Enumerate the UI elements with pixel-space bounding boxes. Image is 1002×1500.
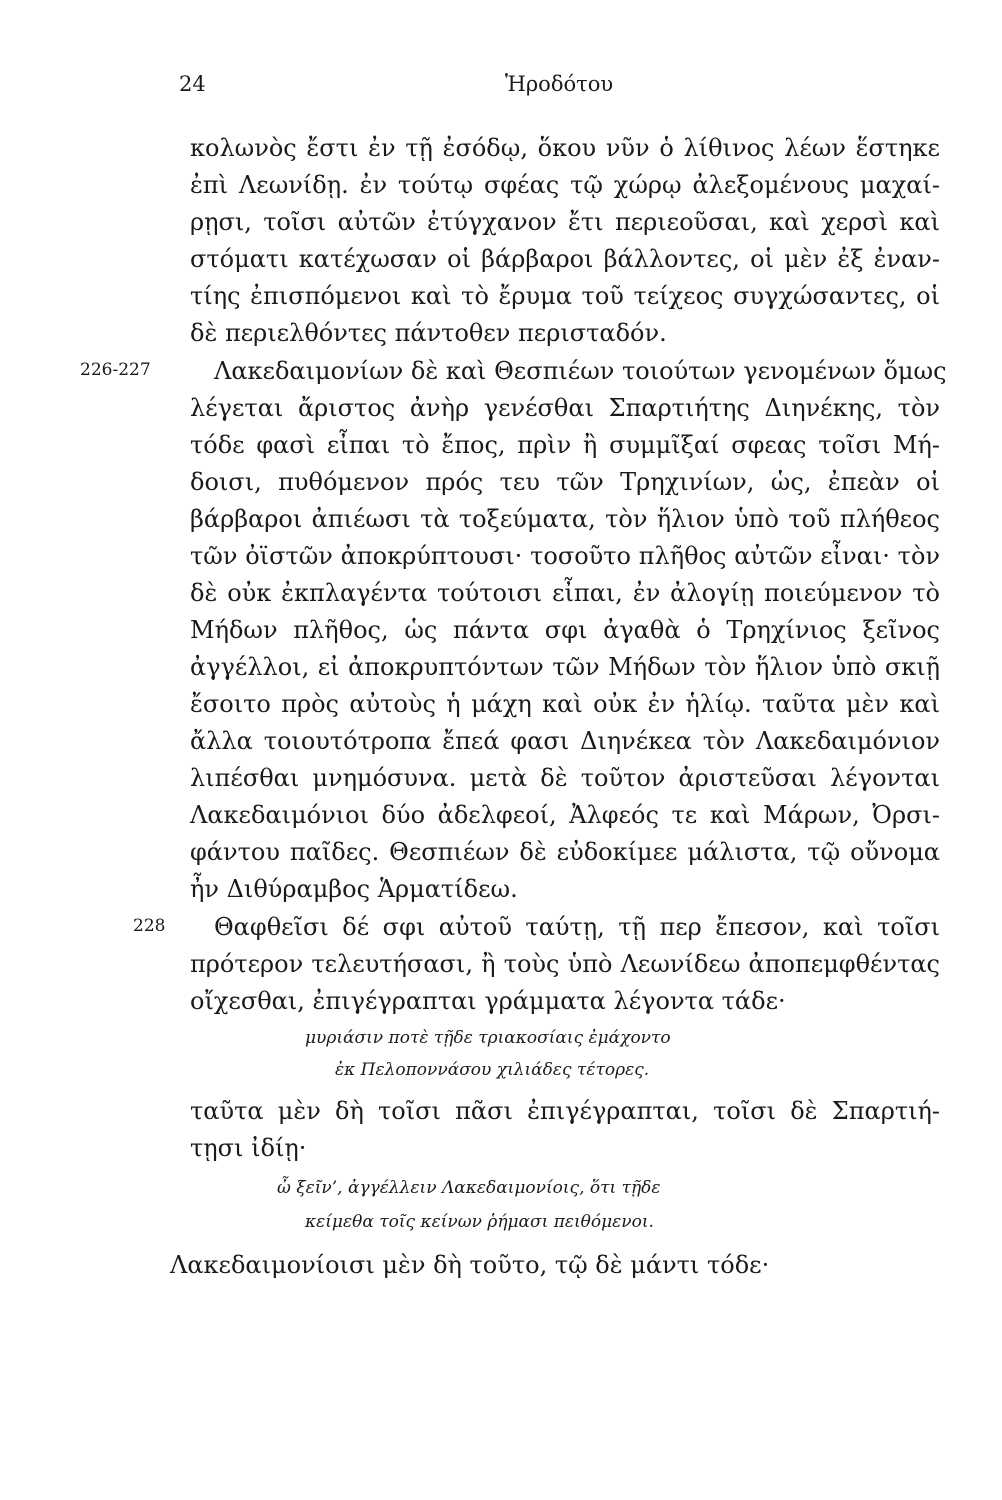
text-line: τόδε φασὶ εἶπαι τὸ ἔπος, πρὶν ἢ συμμῖξαί σφεας τοῖσι Μή- — [190, 431, 940, 459]
text-line: λιπέσθαι μνημόσυνα. μετὰ δὲ τοῦτον ἀριστεῦσαι λέγονται — [190, 764, 940, 792]
text-line: Λακεδαιμονίων δὲ καὶ Θεσπιέων τοιούτων γενομένων ὅμως — [214, 357, 947, 385]
verse-line: μυριάσιν ποτὲ τῇδε τριακοσίαις ἐμάχοντο — [305, 1028, 671, 1048]
text-line: Θαφθεῖσι δέ σφι αὐτοῦ ταύτῃ, τῇ περ ἔπεσον, καὶ τοῖσι — [214, 913, 940, 941]
text-line: δοισι, πυθόμενον πρός τευ τῶν Τρηχινίων, ὡς, ἐπεὰν οἱ — [190, 468, 940, 496]
text-line: στόματι κατέχωσαν οἱ βάρβαροι βάλλοντες, οἱ μὲν ἐξ ἐναν- — [190, 245, 940, 273]
text-line: ἄλλα τοιουτότροπα ἔπεά φασι Διηνέκεα τὸν Λακεδαιμόνιον — [190, 727, 940, 755]
text-line: ρῃσι, τοῖσι αὐτῶν ἐτύγχανον ἔτι περιεοῦσαι, καὶ χερσὶ καὶ — [190, 208, 940, 236]
margin-chapter-number: 228 — [133, 916, 166, 936]
text-line: δὲ περιελθόντες πάντοθεν περισταδόν. — [190, 319, 667, 347]
text-line: δὲ οὐκ ἐκπλαγέντα τούτοισι εἶπαι, ἐν ἀλογίῃ ποιεύμενον τὸ — [190, 579, 940, 607]
margin-chapter-number: 226-227 — [80, 360, 151, 380]
text-line: τίης ἐπισπόμενοι καὶ τὸ ἔρυμα τοῦ τείχεος συγχώσαντες, οἱ — [190, 282, 940, 310]
text-line: ἦν Διθύραμβος Ἁρματίδεω. — [190, 875, 518, 903]
text-line: Λακεδαιμονίοισι μὲν δὴ τοῦτο, τῷ δὲ μάντι τόδε· — [170, 1251, 770, 1279]
text-line: Λακεδαιμόνιοι δύο ἀδελφεοί, Ἀλφεός τε καὶ Μάρων, Ὀρσι- — [190, 801, 940, 829]
text-line: οἴχεσθαι, ἐπιγέγραπται γράμματα λέγοντα τάδε· — [190, 987, 786, 1015]
text-line: ταῦτα μὲν δὴ τοῖσι πᾶσι ἐπιγέγραπται, τοῖσι δὲ Σπαρτιή- — [190, 1097, 940, 1125]
text-line: ἔσοιτο πρὸς αὐτοὺς ἡ μάχη καὶ οὐκ ἐν ἡλίῳ. ταῦτα μὲν καὶ — [190, 690, 940, 718]
text-line: ἐπὶ Λεωνίδῃ. ἐν τούτῳ σφέας τῷ χώρῳ ἀλεξομένους μαχαί- — [190, 171, 940, 199]
text-line: λέγεται ἄριστος ἀνὴρ γενέσθαι Σπαρτιήτης Διηνέκης, τὸν — [190, 394, 940, 422]
running-title: Ἡροδότου — [505, 72, 614, 96]
verse-line: ἐκ Πελοποννάσου χιλιάδες τέτορες. — [335, 1060, 650, 1080]
text-line: πρότερον τελευτήσασι, ἢ τοὺς ὑπὸ Λεωνίδεω ἀποπεμφθέντας — [190, 950, 940, 978]
text-line: βάρβαροι ἀπιέωσι τὰ τοξεύματα, τὸν ἥλιον ὑπὸ τοῦ πλήθεος — [190, 505, 940, 533]
page-number: 24 — [179, 72, 206, 96]
verse-line: κείμεθα τοῖς κείνων ῥήμασι πειθόμενοι. — [305, 1212, 654, 1232]
verse-line: ὦ ξεῖν’, ἀγγέλλειν Λακεδαιμονίοις, ὅτι τῇδε — [277, 1178, 661, 1198]
text-line: τῶν ὀϊστῶν ἀποκρύπτουσι· τοσοῦτο πλῆθος αὐτῶν εἶναι· τὸν — [190, 542, 940, 570]
text-line: τῃσι ἰδίῃ· — [190, 1134, 307, 1162]
text-line: κολωνὸς ἔστι ἐν τῇ ἐσόδῳ, ὅκου νῦν ὁ λίθινος λέων ἕστηκε — [190, 134, 940, 162]
text-line: φάντου παῖδες. Θεσπιέων δὲ εὐδοκίμεε μάλιστα, τῷ οὔνομα — [190, 838, 940, 866]
text-line: Μήδων πλῆθος, ὡς πάντα σφι ἀγαθὰ ὁ Τρηχίνιος ξεῖνος — [190, 616, 940, 644]
text-line: ἀγγέλλοι, εἰ ἀποκρυπτόντων τῶν Μήδων τὸν ἥλιον ὑπὸ σκιῇ — [190, 653, 940, 681]
